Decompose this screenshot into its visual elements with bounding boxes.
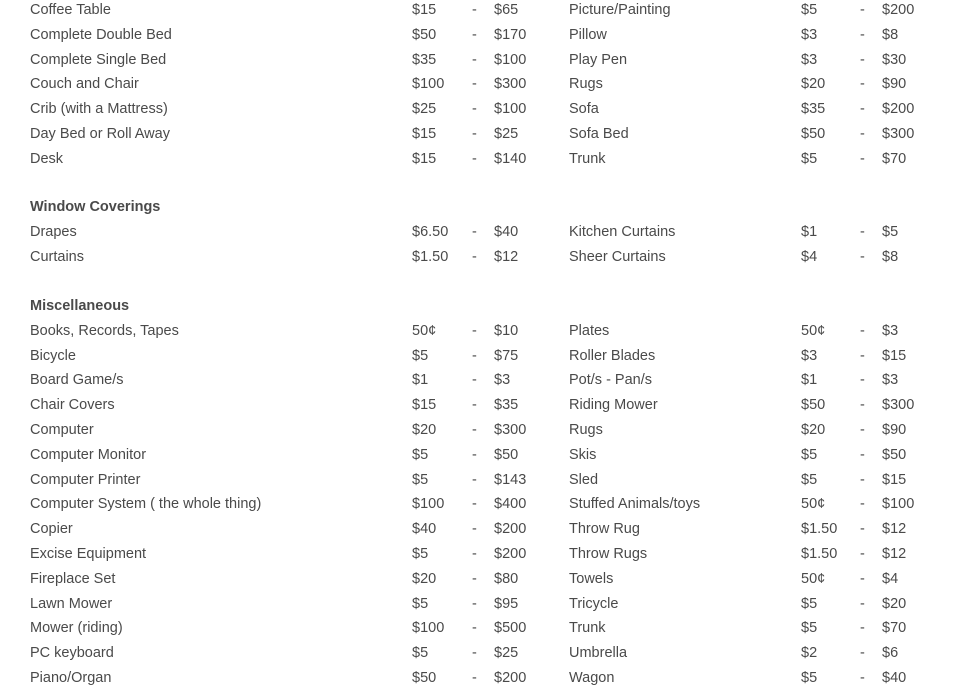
price-high: $200 <box>494 670 527 686</box>
price-high: $40 <box>882 670 907 686</box>
price-low: $5 <box>801 446 818 463</box>
price-low: $5 <box>412 446 429 463</box>
price-row <box>0 97 960 121</box>
item-name: Roller Blades <box>569 347 656 364</box>
price-row <box>0 0 960 22</box>
price-row <box>0 418 960 442</box>
price-row <box>0 517 960 541</box>
price-low: $5 <box>801 595 818 612</box>
price-low: 50¢ <box>801 496 826 513</box>
price-row <box>0 48 960 72</box>
price-low: $25 <box>412 101 437 118</box>
price-low: $5 <box>801 620 818 637</box>
range-dash: - <box>472 51 477 68</box>
range-dash: - <box>860 347 865 364</box>
price-low: $3 <box>801 26 818 43</box>
range-dash: - <box>860 471 865 488</box>
price-low: $5 <box>801 471 818 488</box>
range-dash: - <box>472 101 477 118</box>
price-low: $5 <box>412 645 429 662</box>
range-dash: - <box>860 51 865 68</box>
item-name: Couch and Chair <box>30 76 139 93</box>
price-high: $500 <box>494 620 527 637</box>
price-high: $8 <box>882 26 899 43</box>
item-name: Piano/Organ <box>30 670 112 686</box>
price-high: $15 <box>882 347 907 364</box>
item-name: Rugs <box>569 76 603 93</box>
item-name: Rugs <box>569 422 603 438</box>
item-name: Skis <box>569 446 597 463</box>
price-row <box>0 468 960 492</box>
range-dash: - <box>860 2 865 18</box>
item-name: Excise Equipment <box>30 546 147 562</box>
range-dash: - <box>472 570 477 587</box>
price-low: $1.50 <box>412 248 449 265</box>
item-name: Stuffed Animals/toys <box>569 496 701 513</box>
price-row <box>0 592 960 616</box>
price-low: 50¢ <box>801 570 826 587</box>
price-high: $40 <box>494 223 519 240</box>
range-dash: - <box>860 397 865 414</box>
price-high: $95 <box>494 595 519 612</box>
price-low: $5 <box>801 150 818 167</box>
range-dash: - <box>472 546 477 562</box>
range-dash: - <box>860 645 865 662</box>
price-row <box>0 393 960 417</box>
price-low: $35 <box>412 51 437 68</box>
item-name: Play Pen <box>569 51 628 68</box>
price-high: $15 <box>882 471 907 488</box>
price-high: $8 <box>882 248 899 265</box>
range-dash: - <box>860 446 865 463</box>
item-name: Chair Covers <box>30 397 115 414</box>
range-dash: - <box>472 422 477 438</box>
price-high: $4 <box>882 570 899 587</box>
price-low: $35 <box>801 101 826 118</box>
price-high: $140 <box>494 150 527 167</box>
price-row <box>0 443 960 467</box>
price-high: $90 <box>882 76 907 93</box>
section-heading: Miscellaneous <box>30 298 130 314</box>
range-dash: - <box>472 347 477 364</box>
price-low: 50¢ <box>412 322 437 339</box>
price-low: $2 <box>801 645 818 662</box>
price-high: $50 <box>494 446 519 463</box>
price-low: $20 <box>412 422 437 438</box>
price-high: $70 <box>882 620 907 637</box>
item-name: Coffee Table <box>30 2 111 18</box>
price-high: $80 <box>494 570 519 587</box>
price-low: $1.50 <box>801 546 838 562</box>
item-name: Bicycle <box>30 347 76 364</box>
price-low: $20 <box>412 570 437 587</box>
price-low: 50¢ <box>801 322 826 339</box>
range-dash: - <box>472 76 477 93</box>
item-name: Books, Records, Tapes <box>30 322 179 339</box>
price-high: $300 <box>494 76 527 93</box>
price-row <box>0 147 960 171</box>
item-name: Wagon <box>569 670 615 686</box>
item-name: Fireplace Set <box>30 570 116 587</box>
price-low: $50 <box>412 26 437 43</box>
range-dash: - <box>860 76 865 93</box>
price-high: $200 <box>882 101 915 118</box>
price-high: $6 <box>882 645 899 662</box>
price-high: $3 <box>882 372 899 389</box>
price-low: $6.50 <box>412 223 449 240</box>
price-low: $15 <box>412 2 437 18</box>
price-high: $12 <box>882 546 907 562</box>
item-name: PC keyboard <box>30 645 114 662</box>
price-low: $3 <box>801 51 818 68</box>
range-dash: - <box>472 26 477 43</box>
range-dash: - <box>860 496 865 513</box>
range-dash: - <box>472 223 477 240</box>
price-row <box>0 245 960 269</box>
range-dash: - <box>472 620 477 637</box>
price-high: $35 <box>494 397 519 414</box>
item-name: Pot/s - Pan/s <box>569 372 653 389</box>
range-dash: - <box>860 372 865 389</box>
price-row <box>0 220 960 244</box>
price-row <box>0 666 960 690</box>
range-dash: - <box>472 322 477 339</box>
price-high: $25 <box>494 126 519 142</box>
price-high: $300 <box>882 126 915 142</box>
price-low: $20 <box>801 422 826 438</box>
price-low: $15 <box>412 126 437 142</box>
price-low: $15 <box>412 397 437 414</box>
range-dash: - <box>472 521 477 538</box>
price-low: $1.50 <box>801 521 838 538</box>
price-row <box>0 542 960 566</box>
range-dash: - <box>860 521 865 538</box>
price-high: $20 <box>882 595 907 612</box>
range-dash: - <box>860 26 865 43</box>
range-dash: - <box>472 126 477 142</box>
item-name: Sheer Curtains <box>569 248 666 265</box>
price-low: $100 <box>412 76 445 93</box>
price-high: $100 <box>882 496 915 513</box>
range-dash: - <box>472 496 477 513</box>
range-dash: - <box>860 595 865 612</box>
range-dash: - <box>472 248 477 265</box>
price-row <box>0 368 960 392</box>
price-low: $1 <box>412 372 429 389</box>
price-low: $20 <box>801 76 826 93</box>
price-high: $143 <box>494 471 527 488</box>
range-dash: - <box>472 397 477 414</box>
item-name: Computer <box>30 422 94 438</box>
item-name: Curtains <box>30 248 84 265</box>
price-low: $5 <box>412 595 429 612</box>
price-high: $100 <box>494 51 527 68</box>
item-name: Computer Printer <box>30 471 141 488</box>
range-dash: - <box>472 670 477 686</box>
price-low: $15 <box>412 150 437 167</box>
item-name: Tricycle <box>569 595 619 612</box>
price-low: $5 <box>412 546 429 562</box>
price-high: $25 <box>494 645 519 662</box>
price-row <box>0 23 960 47</box>
range-dash: - <box>860 248 865 265</box>
price-high: $12 <box>882 521 907 538</box>
price-low: $50 <box>801 397 826 414</box>
item-name: Sofa Bed <box>569 126 629 142</box>
item-name: Trunk <box>569 150 606 167</box>
price-high: $100 <box>494 101 527 118</box>
price-high: $90 <box>882 422 907 438</box>
range-dash: - <box>860 570 865 587</box>
range-dash: - <box>860 101 865 118</box>
price-row <box>0 641 960 665</box>
section-heading: Window Coverings <box>30 199 161 215</box>
range-dash: - <box>860 223 865 240</box>
price-high: $30 <box>882 51 907 68</box>
item-name: Day Bed or Roll Away <box>30 126 170 142</box>
price-high: $70 <box>882 150 907 167</box>
item-name: Crib (with a Mattress) <box>30 101 168 118</box>
price-row <box>0 344 960 368</box>
item-name: Throw Rug <box>569 521 640 538</box>
item-name: Board Game/s <box>30 372 124 389</box>
price-low: $5 <box>412 347 429 364</box>
price-row <box>0 567 960 591</box>
price-high: $50 <box>882 446 907 463</box>
range-dash: - <box>860 322 865 339</box>
range-dash: - <box>860 620 865 637</box>
item-name: Copier <box>30 521 73 538</box>
item-name: Sled <box>569 471 599 488</box>
range-dash: - <box>472 645 477 662</box>
price-low: $100 <box>412 496 445 513</box>
price-high: $3 <box>882 322 899 339</box>
price-high: $75 <box>494 347 519 364</box>
item-name: Sofa <box>569 101 599 118</box>
price-row <box>0 319 960 343</box>
price-low: $1 <box>801 372 818 389</box>
item-name: Pillow <box>569 26 607 43</box>
item-name: Mower (riding) <box>30 620 123 637</box>
price-high: $170 <box>494 26 527 43</box>
item-name: Plates <box>569 322 610 339</box>
item-name: Kitchen Curtains <box>569 223 676 240</box>
range-dash: - <box>472 471 477 488</box>
price-low: $50 <box>801 126 826 142</box>
range-dash: - <box>860 150 865 167</box>
price-high: $300 <box>882 397 915 414</box>
price-high: $400 <box>494 496 527 513</box>
item-name: Throw Rugs <box>569 546 648 562</box>
price-row <box>0 492 960 516</box>
price-high: $200 <box>882 2 915 18</box>
price-low: $5 <box>801 2 818 18</box>
price-low: $5 <box>801 670 818 686</box>
item-name: Riding Mower <box>569 397 658 414</box>
item-name: Lawn Mower <box>30 595 113 612</box>
price-high: $300 <box>494 422 527 438</box>
range-dash: - <box>472 2 477 18</box>
range-dash: - <box>472 372 477 389</box>
price-low: $5 <box>412 471 429 488</box>
range-dash: - <box>860 126 865 142</box>
range-dash: - <box>860 422 865 438</box>
price-high: $200 <box>494 546 527 562</box>
item-name: Towels <box>569 570 614 587</box>
price-low: $40 <box>412 521 437 538</box>
item-name: Desk <box>30 150 64 167</box>
price-low: $4 <box>801 248 818 265</box>
item-name: Trunk <box>569 620 606 637</box>
price-high: $3 <box>494 372 511 389</box>
price-row <box>0 122 960 146</box>
range-dash: - <box>860 670 865 686</box>
price-row <box>0 616 960 640</box>
range-dash: - <box>472 446 477 463</box>
item-name: Computer System ( the whole thing) <box>30 496 262 513</box>
range-dash: - <box>860 546 865 562</box>
price-low: $1 <box>801 223 818 240</box>
item-name: Computer Monitor <box>30 446 147 463</box>
range-dash: - <box>472 150 477 167</box>
item-name: Complete Double Bed <box>30 26 172 43</box>
price-high: $200 <box>494 521 527 538</box>
price-high: $65 <box>494 2 519 18</box>
range-dash: - <box>472 595 477 612</box>
item-name: Complete Single Bed <box>30 51 167 68</box>
price-high: $5 <box>882 223 899 240</box>
price-low: $100 <box>412 620 445 637</box>
price-high: $12 <box>494 248 519 265</box>
price-low: $50 <box>412 670 437 686</box>
item-name: Drapes <box>30 223 77 240</box>
item-name: Umbrella <box>569 645 628 662</box>
item-name: Picture/Painting <box>569 2 671 18</box>
price-high: $10 <box>494 322 519 339</box>
price-low: $3 <box>801 347 818 364</box>
price-row <box>0 72 960 96</box>
